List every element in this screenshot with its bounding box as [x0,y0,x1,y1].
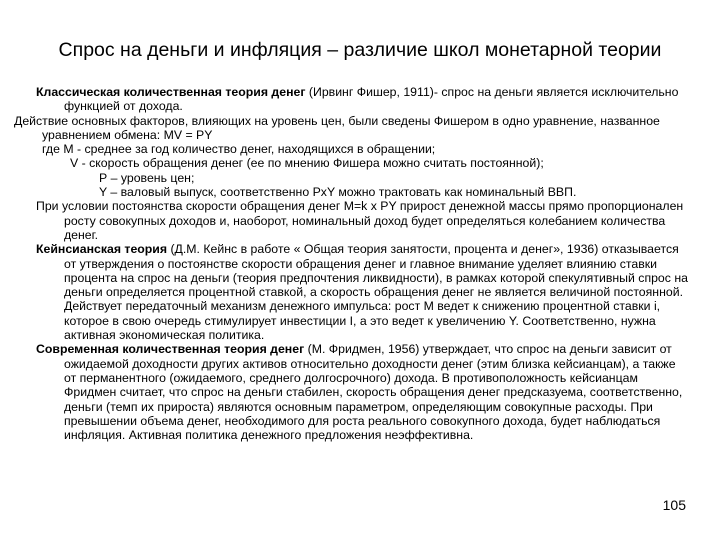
keynesian-theory-text: (Д.М. Кейнс в работе « Общая теория занятости, процента и денег», 1936) отказывается от утверждения о постоянстве скорости обращения денег и главное внимание уделяет влиянию ставки процента на спрос на деньги (теория предпочтения ликвидности), в рамках которой спекулятивный спрос на деньги определяется процентной ставкой, а скорость обращения денег не является величиной постоянной. Действует передаточный механизм денежного импульса: рост M ведет к снижению процентной ставки i, которое в свою очередь стимулирует инвестиции I, а это ведет к увеличению Y. Соответственно, нужна активная экономическая политика. [64,242,688,343]
page-number: 105 [662,497,686,513]
paragraph-modern-theory [36,342,688,442]
modern-theory-text: (М. Фридмен, 1956) утверждает, что спрос на деньги зависит от ожидаемой доходности других активов относительно доходности денег (этим близка кейсианцам), а также от перманентного (ожидаемого, среднего долгосрочного) дохода. В противоположность кейсианцам Фридмен считает, что спрос на деньги стабилен, скорость обращения денег предсказуема, соответственно, деньги (темп их прироста) являются основным параметром, определяющим совокупные расходы. При превышении объема денег, необходимого для роста реального совокупного дохода, будет наблюдаться инфляция. Активная политика денежного предложения неэффективна. [64,342,683,443]
paragraph-velocity-condition: При условии постоянства скорости обращения денег М=k x PY прирост денежной массы прямо пропорционален росту совокупных доходов и, наоборот, номинальный доход будет определяться колебанием количества денег. [36,199,684,242]
paragraph-definition-p: Р – уровень цен; [99,170,195,185]
classical-theory-heading: Классическая количественная теория денег [36,85,306,99]
paragraph-definition-y: Y – валовый выпуск, соответственно PxY можно трактовать как номинальный ВВП. [99,185,577,200]
slide-title: Спрос на деньги и инфляция – различие школ монетарной теории [58,39,662,61]
paragraph-definition-m: где М - среднее за год количество денег, находящихся в обращении; [42,142,436,157]
paragraph-exchange-equation: Действие основных факторов, влияющих на уровень цен, были сведены Фишером в одно уравнение, названное уравнением обмена: MV = PY [14,113,660,142]
slide-body [14,85,688,443]
paragraph-definition-v: V - скорость обращения денег (ее по мнению Фишера можно считать постоянной); [70,156,544,171]
modern-theory-heading: Современная количественная теория денег [36,342,305,357]
keynesian-theory-heading: Кейнсианская теория [36,242,168,257]
paragraph-keynesian-theory [36,242,688,342]
paragraph-classical-theory [36,85,688,114]
classical-theory-text: (Ирвинг Фишер, 1911)- спрос на деньги является исключительно функцией от дохода. [64,85,679,114]
